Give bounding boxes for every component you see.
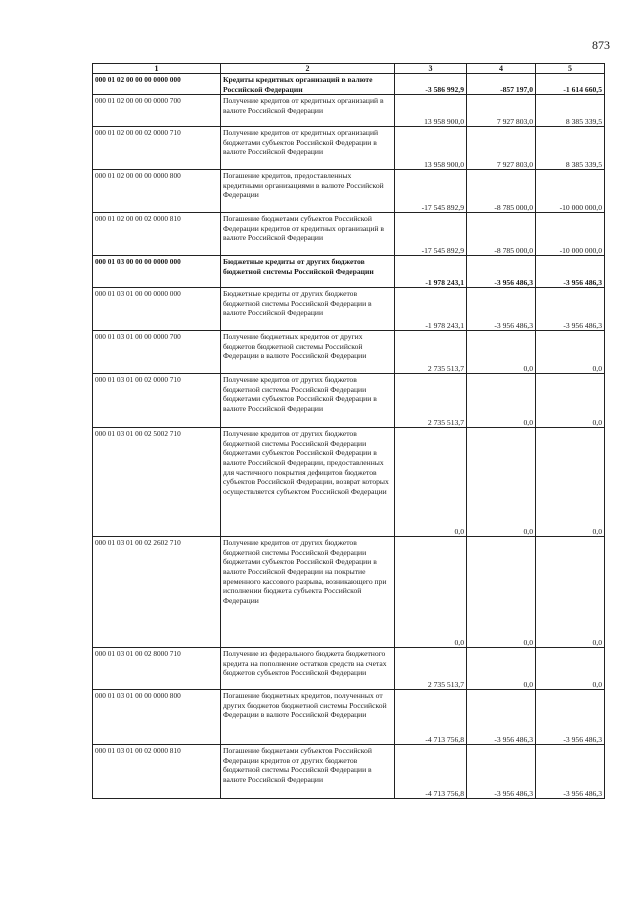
table-row [93, 127, 605, 170]
value-col-5: -1 614 660,5 [536, 74, 605, 95]
value-col-3: -1 978 243,1 [395, 288, 467, 331]
item-name: Получение из федерального бюджета бюджетного кредита на пополнение остатков средств на счетах бюджетов субъектов Российской Федерации [221, 648, 395, 690]
value-col-5: -3 956 486,3 [536, 745, 605, 799]
table-row [93, 331, 605, 374]
value-col-4: 7 927 803,0 [467, 95, 536, 127]
item-name: Погашение бюджетами субъектов Российской Федерации кредитов от других бюджетов бюджетной системы Российской Федерации в валюте Российской Федерации [221, 745, 395, 799]
budget-code: 000 01 02 00 00 00 0000 700 [93, 95, 221, 127]
value-col-3: -4 713 756,8 [395, 745, 467, 799]
value-col-4: 0,0 [467, 648, 536, 690]
value-col-4: -8 785 000,0 [467, 213, 536, 256]
column-header: 1 [93, 64, 221, 74]
budget-code: 000 01 03 01 00 02 0000 810 [93, 745, 221, 799]
item-name: Получение кредитов от других бюджетов бюджетной системы Российской Федерации бюджетами субъектов Российской Федерации в валюте Российской Федерации, предоставленных для частичного покрытия дефицитов бюджетов субъектов Российской Федерации, возврат которых осуществляется субъектом Российской Федерации [221, 428, 395, 537]
table-row [93, 170, 605, 213]
table-row [93, 537, 605, 648]
budget-code: 000 01 03 01 00 00 0000 700 [93, 331, 221, 374]
page-number: 873 [592, 38, 610, 52]
budget-code: 000 01 03 01 00 02 2602 710 [93, 537, 221, 648]
item-name: Получение кредитов от других бюджетов бюджетной системы Российской Федерации бюджетами субъектов Российской Федерации в валюте Российской Федерации [221, 374, 395, 428]
value-col-3: 2 735 513,7 [395, 648, 467, 690]
item-name: Получение кредитов от других бюджетов бюджетной системы Российской Федерации бюджетами субъектов Российской Федерации в валюте Российской Федерации на покрытие временного кассового разрыва, возникающего при исполнении бюджета субъекта Российской Федерации [221, 537, 395, 648]
item-name: Бюджетные кредиты от других бюджетов бюджетной системы Российской Федерации [221, 256, 395, 288]
value-col-5: 0,0 [536, 331, 605, 374]
budget-code: 000 01 03 01 00 02 5002 710 [93, 428, 221, 537]
table-row [93, 288, 605, 331]
item-name: Получение бюджетных кредитов от других бюджетов бюджетной системы Российской Федерации в валюте Российской Федерации [221, 331, 395, 374]
table-row [93, 256, 605, 288]
value-col-3: 0,0 [395, 428, 467, 537]
value-col-3: 2 735 513,7 [395, 374, 467, 428]
item-name: Погашение бюджетами субъектов Российской Федерации кредитов от кредитных организаций в валюте Российской Федерации [221, 213, 395, 256]
value-col-5: -10 000 000,0 [536, 170, 605, 213]
budget-code: 000 01 03 01 00 00 0000 000 [93, 288, 221, 331]
value-col-5: 8 385 339,5 [536, 95, 605, 127]
budget-code: 000 01 03 01 00 00 0000 800 [93, 690, 221, 745]
value-col-3: -3 586 992,9 [395, 74, 467, 95]
item-name: Кредиты кредитных организаций в валюте Российской Федерации [221, 74, 395, 95]
value-col-5: -3 956 486,3 [536, 256, 605, 288]
table-row [93, 648, 605, 690]
budget-code: 000 01 02 00 00 00 0000 000 [93, 74, 221, 95]
value-col-3: 13 958 900,0 [395, 127, 467, 170]
value-col-4: -857 197,0 [467, 74, 536, 95]
value-col-4: 0,0 [467, 537, 536, 648]
table-row [93, 374, 605, 428]
table-row [93, 95, 605, 127]
value-col-5: -3 956 486,3 [536, 288, 605, 331]
value-col-4: 7 927 803,0 [467, 127, 536, 170]
item-name: Получение кредитов от кредитных организаций бюджетами субъектов Российской Федерации в валюте Российской Федерации [221, 127, 395, 170]
value-col-3: -1 978 243,1 [395, 256, 467, 288]
value-col-4: -3 956 486,3 [467, 288, 536, 331]
value-col-5: 8 385 339,5 [536, 127, 605, 170]
item-name: Погашение бюджетных кредитов, полученных от других бюджетов бюджетной системы Российской Федерации в валюте Российской Федерации [221, 690, 395, 745]
column-header: 3 [395, 64, 467, 74]
table-row [93, 690, 605, 745]
value-col-5: 0,0 [536, 374, 605, 428]
value-col-3: 13 958 900,0 [395, 95, 467, 127]
table-header-row [93, 64, 605, 74]
value-col-3: -4 713 756,8 [395, 690, 467, 745]
item-name: Бюджетные кредиты от других бюджетов бюджетной системы Российской Федерации в валюте Российской Федерации [221, 288, 395, 331]
value-col-3: 2 735 513,7 [395, 331, 467, 374]
value-col-3: -17 545 892,9 [395, 213, 467, 256]
table-row [93, 213, 605, 256]
budget-sources-table [92, 63, 605, 799]
value-col-4: -8 785 000,0 [467, 170, 536, 213]
item-name: Получение кредитов от кредитных организаций в валюте Российской Федерации [221, 95, 395, 127]
value-col-5: 0,0 [536, 648, 605, 690]
table-row [93, 428, 605, 537]
value-col-4: 0,0 [467, 331, 536, 374]
column-header: 2 [221, 64, 395, 74]
column-header: 4 [467, 64, 536, 74]
table-row [93, 745, 605, 799]
budget-code: 000 01 02 00 00 02 0000 810 [93, 213, 221, 256]
value-col-4: 0,0 [467, 428, 536, 537]
value-col-5: 0,0 [536, 537, 605, 648]
item-name: Погашение кредитов, предоставленных кредитными организациями в валюте Российской Федерации [221, 170, 395, 213]
value-col-3: 0,0 [395, 537, 467, 648]
column-header: 5 [536, 64, 605, 74]
budget-code: 000 01 02 00 00 02 0000 710 [93, 127, 221, 170]
value-col-5: -3 956 486,3 [536, 690, 605, 745]
value-col-5: -10 000 000,0 [536, 213, 605, 256]
value-col-4: -3 956 486,3 [467, 256, 536, 288]
table-row [93, 74, 605, 95]
budget-code: 000 01 03 01 00 02 0000 710 [93, 374, 221, 428]
budget-code: 000 01 02 00 00 00 0000 800 [93, 170, 221, 213]
value-col-3: -17 545 892,9 [395, 170, 467, 213]
value-col-4: -3 956 486,3 [467, 690, 536, 745]
value-col-4: -3 956 486,3 [467, 745, 536, 799]
value-col-5: 0,0 [536, 428, 605, 537]
budget-code: 000 01 03 01 00 02 8000 710 [93, 648, 221, 690]
budget-code: 000 01 03 00 00 00 0000 000 [93, 256, 221, 288]
value-col-4: 0,0 [467, 374, 536, 428]
